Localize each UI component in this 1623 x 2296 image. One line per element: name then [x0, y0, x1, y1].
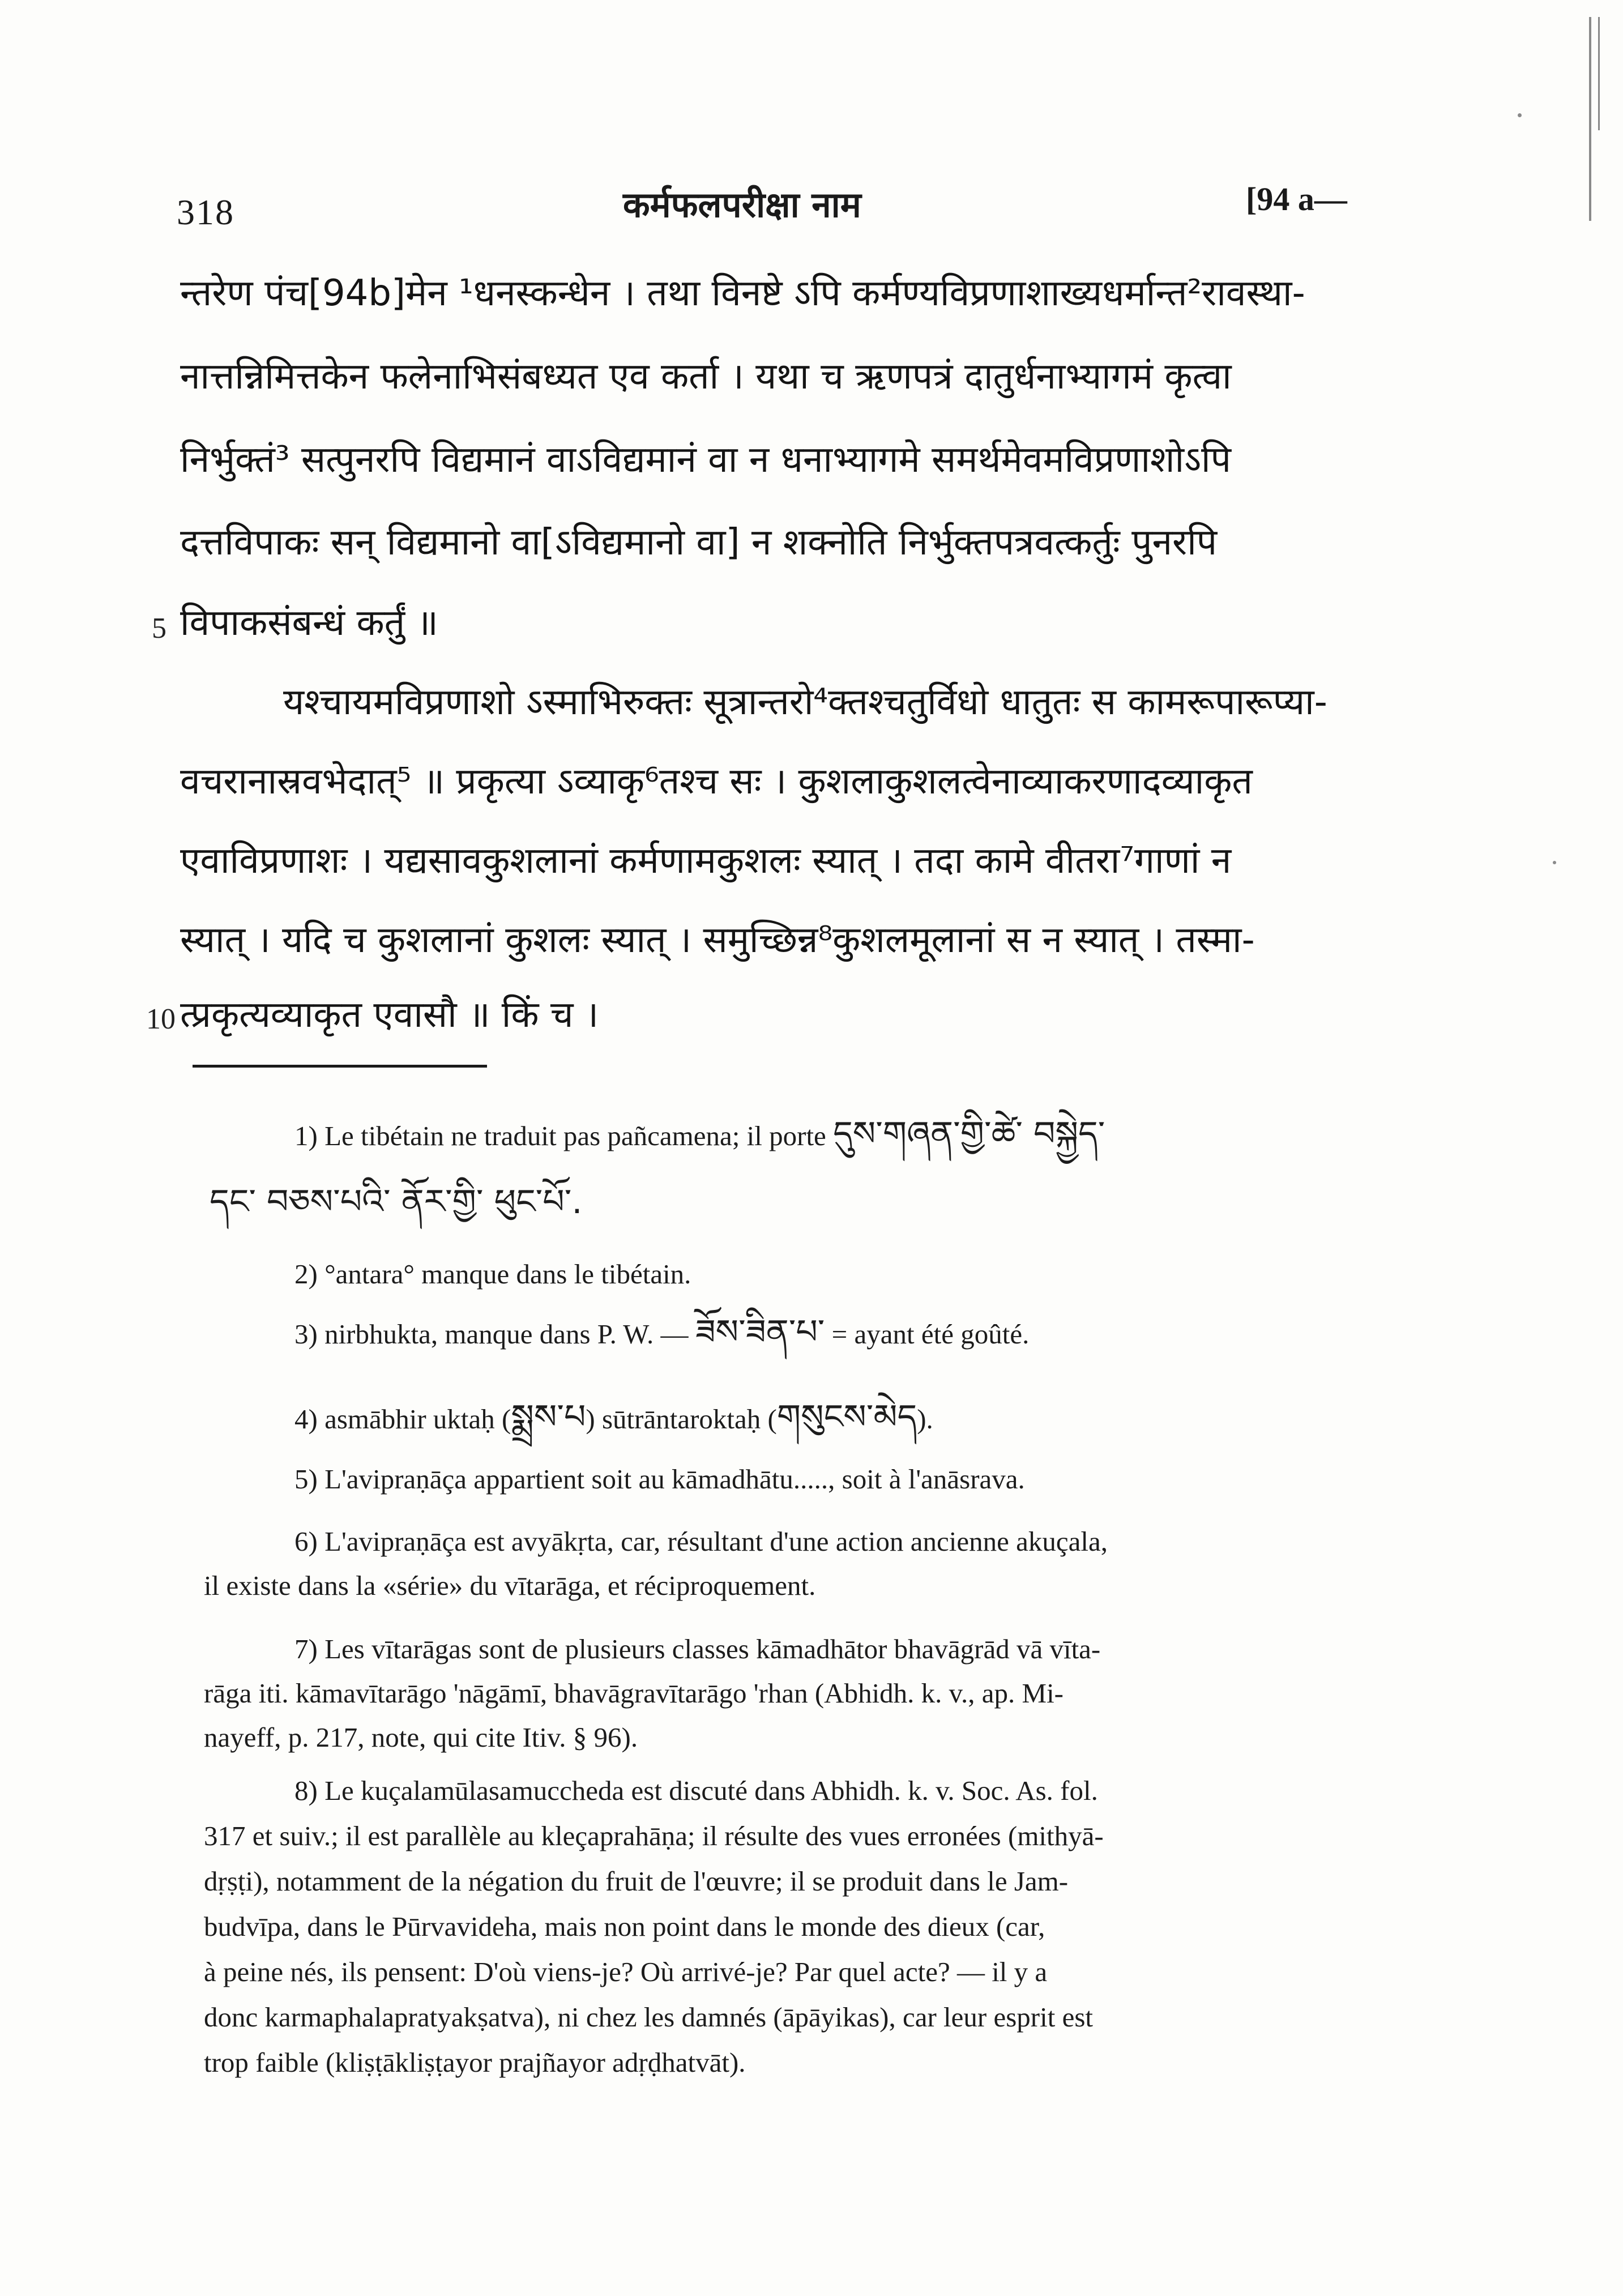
text-line: विपाकसंबन्धं कर्तुं ॥ [180, 602, 438, 644]
footnote-8-continued: donc karmaphalapratyakṣatva), ni chez les damnés (āpāyikas), car leur esprit est [204, 2001, 1094, 2033]
footnote-5: 5) L'avipraṇāça appartient soit au kāmadhātu....., soit à l'anāsrava. [294, 1463, 1025, 1495]
page-number: 318 [177, 192, 234, 232]
scan-edge-line [1589, 17, 1591, 221]
footnote-text: 4) asmābhir uktaḥ ( [294, 1403, 511, 1435]
tibetan-text: དང་ བཅས་པའི་ ནོར་གྱི་ ཕུང་པོ་. [210, 1182, 583, 1222]
text-line: यश्चायमविप्रणाशो ऽस्माभिरुक्तः सूत्रान्तरो⁴क्तश्चतुर्विधो धातुतः स कामरूपारूप्या- [283, 681, 1327, 723]
text-line: दत्तविपाकः सन् विद्यमानो वा[ऽविद्यमानो वा] न शक्नोति निर्भुक्तपत्रवत्कर्तुः पुनरपि [180, 522, 1218, 564]
footnote-text: ) sūtrāntaroktaḥ ( [586, 1403, 777, 1435]
running-title: कर्मफलपरीक्षा नाम [623, 184, 861, 225]
text-line: स्यात् । यदि च कुशलानां कुशलः स्यात् । समुच्छिन्न⁸कुशलमूलानां स न स्यात् । तस्मा- [180, 919, 1255, 961]
scan-edge-dot [1518, 113, 1522, 117]
scan-edge-line [1598, 17, 1600, 130]
scan-edge-dot [1553, 861, 1556, 864]
footnote-8-continued: trop faible (kliṣṭākliṣṭayor prajñayor adṛḍhatvāt). [204, 2047, 746, 2078]
text-line: त्प्रकृत्यव्याकृत एवासौ ॥ किं च । [180, 994, 599, 1036]
footnote-text: 1) Le tibétain ne traduit pas pañcamena; il porte [294, 1120, 826, 1151]
text-line: वचरानास्रवभेदात्⁵ ॥ प्रकृत्या ऽव्याकृ⁶तश्च सः । कुशलाकुशलत्वेनाव्याकरणादव्याकृत [180, 761, 1253, 803]
tibetan-text: གསུངས་མེད [776, 1397, 917, 1437]
footnote-8: 8) Le kuçalamūlasamuccheda est discuté dans Abhidh. k. v. Soc. As. fol. [294, 1775, 1098, 1806]
footnote-1 [294, 1116, 1105, 1154]
folio-reference: [94 a— [1246, 181, 1347, 217]
text-line: नात्तन्निमित्तकेन फलेनाभिसंबध्यत एव कर्ता । यथा च ऋणपत्रं दातुर्धनाभ्यागमं कृत्वा [180, 356, 1232, 398]
footnote-2: 2) °antara° manque dans le tibétain. [294, 1258, 691, 1290]
footnote-8-continued: dṛṣṭi), notamment de la négation du fruit de l'œuvre; il se produit dans le Jam- [204, 1866, 1069, 1897]
footnote-separator [193, 1065, 487, 1068]
footnote-6-continued: il existe dans la «série» du vītarāga, et réciproquement. [204, 1570, 816, 1601]
footnote-text: = ayant été goûté. [831, 1318, 1030, 1350]
footnote-7-continued: rāga iti. kāmavītarāgo 'nāgāmī, bhavāgravītarāgo 'rhan (Abhidh. k. v., ap. Mi- [204, 1678, 1064, 1709]
tibetan-text: སྨྲས་པ [511, 1397, 586, 1437]
tibetan-text: དུས་གཞན་གྱི་ཚེ་ བསྐྱེད་ [833, 1114, 1105, 1154]
footnote-3 [294, 1314, 1029, 1352]
footnote-text: ). [917, 1403, 933, 1435]
line-number: 5 [152, 612, 166, 645]
text-line: न्तरेण पंच[94b]मेन ¹धनस्कन्धेन । तथा विनष्टे ऽपि कर्मण्यविप्रणाशाख्यधर्मान्त²रावस्था- [180, 272, 1305, 314]
text-line: एवाविप्रणाशः । यद्यसावकुशलानां कर्मणामकुशलः स्यात् । तदा कामे वीतरा⁷गाणां न [180, 840, 1232, 882]
footnote-1-continued [210, 1184, 582, 1222]
footnote-8-continued: à peine nés, ils pensent: D'où viens-je? Où arrivé-je? Par quel acte? — il y a [204, 1956, 1048, 1987]
footnote-8-continued: budvīpa, dans le Pūrvavideha, mais non point dans le monde des dieux (car, [204, 1911, 1045, 1942]
text-line: निर्भुक्तं³ सत्पुनरपि विद्यमानं वाऽविद्यमानं वा न धनाभ्यागमे समर्थमेवमविप्रणाशोऽपि [180, 439, 1231, 481]
footnote-7-continued: nayeff, p. 217, note, qui cite Itiv. § 96). [204, 1722, 638, 1753]
footnote-8-continued: 317 et suiv.; il est parallèle au kleçaprahāṇa; il résulte des vues erronées (mithyā- [204, 1820, 1104, 1851]
footnote-6: 6) L'avipraṇāça est avyākṛta, car, résultant d'une action ancienne akuçala, [294, 1526, 1108, 1557]
line-number: 10 [146, 1003, 176, 1035]
footnote-7: 7) Les vītarāgas sont de plusieurs classes kāmadhātor bhavāgrād vā vīta- [294, 1633, 1101, 1665]
footnote-4 [294, 1399, 933, 1437]
footnote-text: 3) nirbhukta, manque dans P. W. — [294, 1318, 689, 1350]
tibetan-text: ཟོས་ཟིན་པ་ [695, 1312, 825, 1352]
